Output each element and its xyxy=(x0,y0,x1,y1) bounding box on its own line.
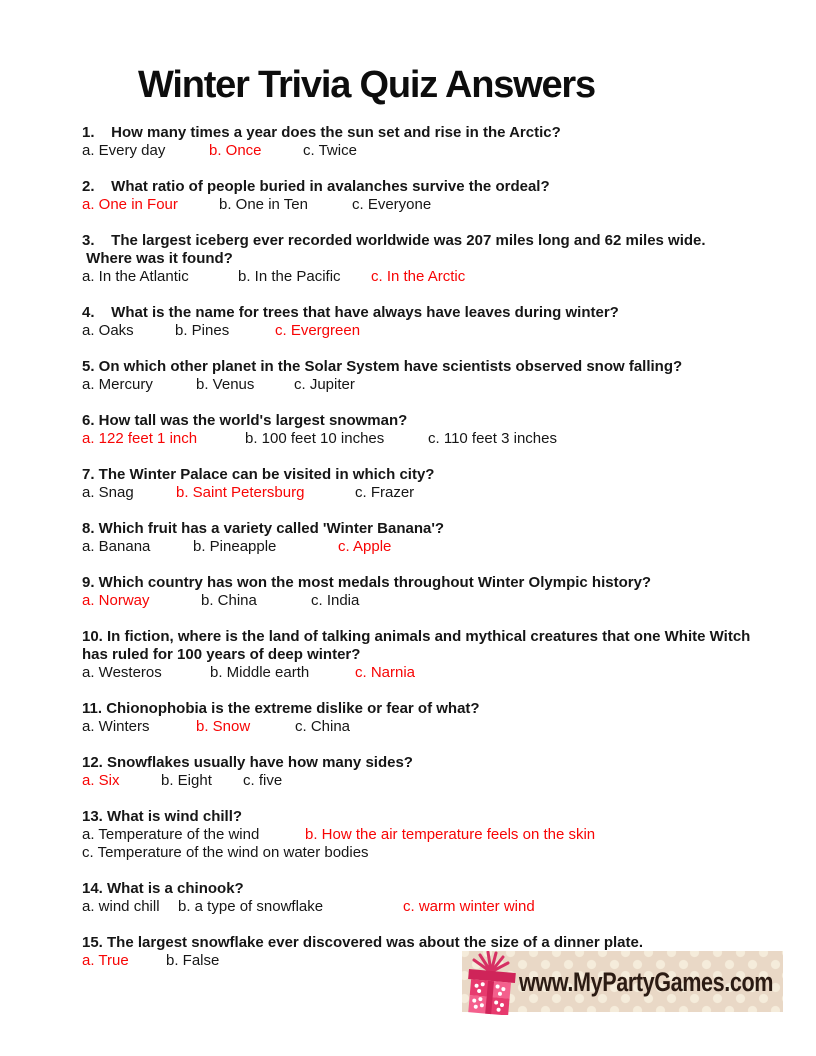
answer-row xyxy=(82,538,802,556)
answer-row xyxy=(82,898,802,916)
answer-option-b: b. China xyxy=(201,592,257,609)
question-10 xyxy=(82,628,802,682)
question-text: 11. Chionophobia is the extreme dislike or fear of what? xyxy=(82,700,480,717)
answer-row xyxy=(82,772,802,790)
question-text: 9. Which country has won the most medals throughout Winter Olympic history? xyxy=(82,574,652,591)
answer-option-c: c. five xyxy=(243,772,283,789)
page-title: Winter Trivia Quiz Answers xyxy=(138,64,595,106)
answer-option-a: a. 122 feet 1 inch xyxy=(82,430,198,447)
question-text: 13. What is wind chill? xyxy=(82,808,243,825)
question-text: 6. How tall was the world's largest snowman? xyxy=(82,412,408,429)
question-text: 2. What ratio of people buried in avalanches survive the ordeal? xyxy=(82,178,550,195)
answer-option-c: c. 110 feet 3 inches xyxy=(428,430,557,447)
answer-option-b: b. Venus xyxy=(196,376,255,393)
answer-option-a: a. Snag xyxy=(82,484,134,501)
question-text: 15. The largest snowflake ever discovered was about the size of a dinner plate. xyxy=(82,934,644,951)
question-9 xyxy=(82,574,802,610)
question-5 xyxy=(82,358,802,394)
answer-option-c: c. Narnia xyxy=(355,664,416,681)
answer-option-b: b. Saint Petersburg xyxy=(176,484,305,501)
question-text: 3. The largest iceberg ever recorded worldwide was 207 miles long and 62 miles wide. xyxy=(82,232,706,249)
logo-url-text: www.MyPartyGames.com xyxy=(519,967,774,997)
answer-option-a: a. Oaks xyxy=(82,322,134,339)
answer-option-b: b. Eight xyxy=(161,772,212,789)
answer-row xyxy=(82,592,802,610)
answer-row xyxy=(82,142,802,160)
question-text: 8. Which fruit has a variety called 'Winter Banana'? xyxy=(82,520,445,537)
question-12 xyxy=(82,754,802,790)
question-text: 14. What is a chinook? xyxy=(82,880,244,897)
answer-row xyxy=(82,718,802,736)
answer-option-a: a. In the Atlantic xyxy=(82,268,189,285)
answer-option-a: a. Westeros xyxy=(82,664,162,681)
question-text-line2: Where was it found? xyxy=(82,250,233,267)
question-8 xyxy=(82,520,802,556)
question-14 xyxy=(82,880,802,916)
question-13 xyxy=(82,808,802,862)
question-4 xyxy=(82,304,802,340)
answer-row xyxy=(82,322,802,340)
answer-option-a: a. wind chill xyxy=(82,898,160,915)
questions-list xyxy=(82,124,802,970)
answer-option-a: a. Temperature of the wind xyxy=(82,826,260,843)
answer-row xyxy=(82,826,802,844)
answer-option-b: b. Middle earth xyxy=(210,664,310,681)
answer-option-a: a. Six xyxy=(82,772,120,789)
answer-option-b: b. Pineapple xyxy=(193,538,277,555)
question-text: 7. The Winter Palace can be visited in which city? xyxy=(82,466,435,483)
answer-option-b: b. How the air temperature feels on the skin xyxy=(305,826,596,843)
question-text: 1. How many times a year does the sun set and rise in the Arctic? xyxy=(82,124,561,141)
answer-option-b: b. Once xyxy=(209,142,262,159)
answer-option-b: b. False xyxy=(166,952,220,969)
answer-row xyxy=(82,430,802,448)
answer-option-c: c. Frazer xyxy=(355,484,415,501)
question-1 xyxy=(82,124,802,160)
answer-option-a: a. Winters xyxy=(82,718,150,735)
answer-option-c: c. In the Arctic xyxy=(371,268,466,285)
answer-option-c: c. China xyxy=(295,718,351,735)
answer-option-b: b. In the Pacific xyxy=(238,268,341,285)
answer-option-a: a. Every day xyxy=(82,142,166,159)
question-3 xyxy=(82,232,802,286)
gift-icon xyxy=(467,951,519,1015)
answer-option-b: b. Snow xyxy=(196,718,251,735)
question-text: 5. On which other planet in the Solar System have scientists observed snow falling? xyxy=(82,358,683,375)
answer-option-c: c. Temperature of the wind on water bodies xyxy=(82,844,369,861)
answer-row xyxy=(82,664,802,682)
answer-option-c: c. Apple xyxy=(338,538,392,555)
answer-option-c: c. India xyxy=(311,592,360,609)
answer-option-b: b. 100 feet 10 inches xyxy=(245,430,385,447)
answer-option-b: b. One in Ten xyxy=(219,196,308,213)
answer-row-2 xyxy=(82,844,802,862)
answer-row xyxy=(82,268,802,286)
answer-option-a: a. Mercury xyxy=(82,376,153,393)
answer-option-c: c. warm winter wind xyxy=(403,898,535,915)
answer-row xyxy=(82,484,802,502)
answer-option-c: c. Everyone xyxy=(352,196,432,213)
answer-option-c: c. Jupiter xyxy=(294,376,355,393)
question-7 xyxy=(82,466,802,502)
answer-option-a: a. Banana xyxy=(82,538,151,555)
answer-row xyxy=(82,376,802,394)
answer-option-a: a. One in Four xyxy=(82,196,178,213)
question-11 xyxy=(82,700,802,736)
answer-option-b: b. Pines xyxy=(175,322,230,339)
question-text: 4. What is the name for trees that have always have leaves during winter? xyxy=(82,304,619,321)
answer-row xyxy=(82,196,802,214)
answer-option-a: a. Norway xyxy=(82,592,150,609)
question-text-line2: has ruled for 100 years of deep winter? xyxy=(82,646,361,663)
question-text: 10. In fiction, where is the land of talking animals and mythical creatures that one White Witch xyxy=(82,628,751,645)
answer-option-c: c. Evergreen xyxy=(275,322,361,339)
mypartygames-logo-banner xyxy=(462,951,783,1012)
question-6 xyxy=(82,412,802,448)
answer-option-c: c. Twice xyxy=(303,142,357,159)
question-2 xyxy=(82,178,802,214)
answer-option-b: b. a type of snowflake xyxy=(178,898,324,915)
answer-option-a: a. True xyxy=(82,952,129,969)
question-text: 12. Snowflakes usually have how many sides? xyxy=(82,754,413,771)
